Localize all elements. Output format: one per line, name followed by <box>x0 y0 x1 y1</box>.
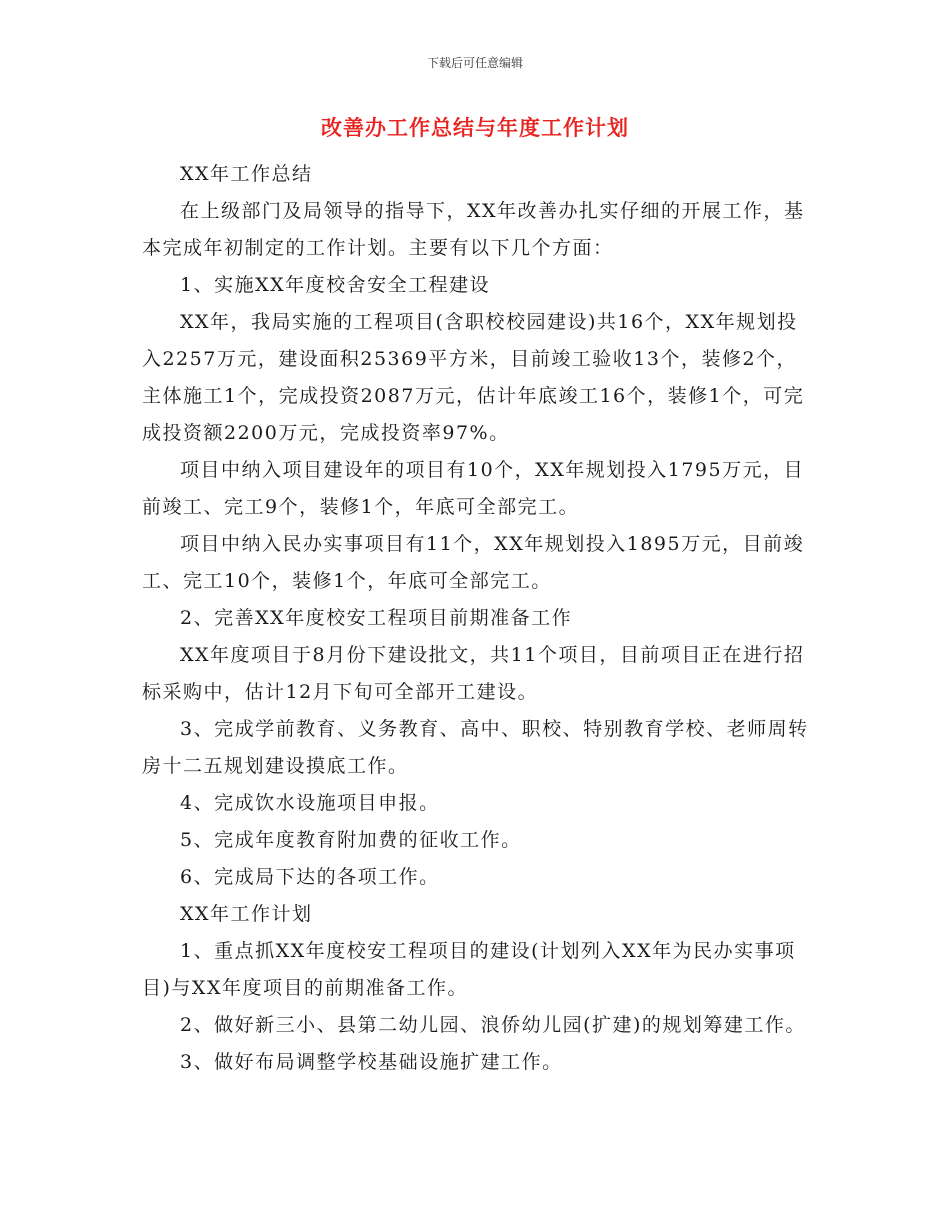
paragraph-2: 在上级部门及局领导的指导下，XX年改善办扎实仔细的开展工作，基本完成年初制定的工作计划。主要有以下几个方面： <box>142 200 805 259</box>
paragraph-11: 5、完成年度教育附加费的征收工作。 <box>180 829 522 851</box>
paragraph-12: 6、完成局下达的各项工作。 <box>180 866 440 888</box>
paragraph-4: XX年，我局实施的工程项目(含职校校园建设)共16个，XX年规划投入2257万元，建设面积25369平方米，目前竣工验收13个，装修2个，主体施工1个，完成投资2087万元，估计年底竣工16个，装修1个，可完成投资额2200万元，完成投资率97%。 <box>142 311 805 444</box>
header-note: 下载后可任意编辑 <box>426 56 523 70</box>
document-body <box>142 156 810 1081</box>
paragraph-5: 项目中纳入项目建设年的项目有10个，XX年规划投入1795万元，目前竣工、完工9个，装修1个，年底可全部完工。 <box>142 459 805 518</box>
paragraph-7: 2、完善XX年度校安工程项目前期准备工作 <box>180 607 573 629</box>
paragraph-8: XX年度项目于8月份下建设批文，共11个项目，目前项目正在进行招标采购中，估计12月下旬可全部开工建设。 <box>142 644 805 703</box>
paragraph-6: 项目中纳入民办实事项目有11个，XX年规划投入1895万元，目前竣工、完工10个，装修1个，年底可全部完工。 <box>142 533 805 592</box>
paragraph-16: 3、做好布局调整学校基础设施扩建工作。 <box>180 1051 563 1073</box>
paragraph-10: 4、完成饮水设施项目申报。 <box>180 792 440 814</box>
document-title: 改善办工作总结与年度工作计划 <box>321 116 629 140</box>
paragraph-3: 1、实施XX年度校舍安全工程建设 <box>180 274 491 296</box>
paragraph-9: 3、完成学前教育、义务教育、高中、职校、特别教育学校、老师周转房十二五规划建设摸底工作。 <box>142 718 809 777</box>
paragraph-15: 2、做好新三小、县第二幼儿园、浪侨幼儿园(扩建)的规划筹建工作。 <box>180 1014 806 1036</box>
paragraph-13: XX年工作计划 <box>180 903 313 925</box>
paragraph-14: 1、重点抓XX年度校安工程项目的建设(计划列入XX年为民办实事项目)与XX年度项目的前期准备工作。 <box>142 940 796 999</box>
paragraph-1: XX年工作总结 <box>180 163 313 185</box>
